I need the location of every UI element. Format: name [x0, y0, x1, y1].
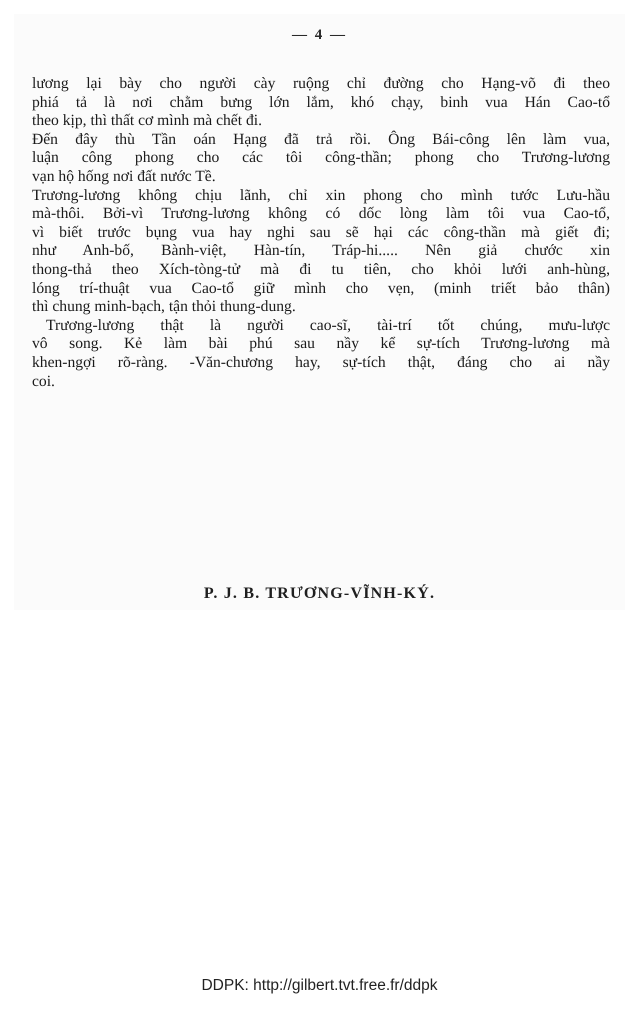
- page-number: — 4 —: [292, 27, 347, 43]
- text-line: vô song. Kẻ làm bài phú sau nầy kể sự-tích Trương-lương mà: [32, 335, 610, 353]
- footer-credit: DDPK: http://gilbert.tvt.free.fr/ddpk: [201, 977, 438, 994]
- text-line: vạn hộ hống nơi đất nước Tề.: [32, 167, 216, 185]
- text-line: mà-thôi. Bởi-vì Trương-lương không có dốc lòng làm tôi vua Cao-tổ,: [32, 205, 610, 223]
- text-line: coi.: [32, 372, 55, 390]
- text-line: luận công phong cho các tôi công-thần; phong cho Trương-lương: [32, 149, 610, 167]
- text-line: Trương-lương thật là người cao-sĩ, tài-trí tốt chúng, mưu-lược: [46, 316, 610, 334]
- author-signature: P. J. B. TRƯƠNG-VĨNH-KÝ.: [203, 585, 436, 602]
- text-line: thong-thả theo Xích-tòng-tử mà đi tu tiên, cho khỏi lưới anh-hùng,: [32, 260, 610, 278]
- text-line: phiá tả là nơi chằm bưng lớn lắm, khó chạy, binh vua Hán Cao-tổ: [32, 93, 610, 111]
- body-text: [32, 75, 610, 391]
- text-line: thì chung minh-bạch, tận thỏi thung-dung.: [32, 298, 296, 316]
- text-line: theo kịp, thì thất cơ mình mà chết đi.: [32, 112, 262, 130]
- text-line: lương lại bày cho người cày ruộng chỉ đường cho Hạng-võ đi theo: [32, 75, 610, 92]
- text-line: Trương-lương không chịu lãnh, chỉ xin phong cho mình tước Lưu-hầu: [32, 186, 610, 204]
- text-line: khen-ngợi rõ-ràng. -Văn-chương hay, sự-tích thật, đáng cho ai nầy: [32, 353, 610, 371]
- text-line: Đến đây thù Tần oán Hạng đã trả rồi. Ông Bái-công lên làm vua,: [32, 130, 610, 148]
- text-line: lóng trí-thuật vua Cao-tổ giữ mình cho vẹn, (minh triết bảo thân): [32, 279, 610, 297]
- text-line: vì biết trước bụng vua hay nghi sau sẽ hại các công-thần mà giết đi;: [32, 223, 610, 241]
- text-line: như Anh-bố, Bành-việt, Hàn-tín, Tráp-hi..... Nên giả chước xin: [32, 242, 610, 260]
